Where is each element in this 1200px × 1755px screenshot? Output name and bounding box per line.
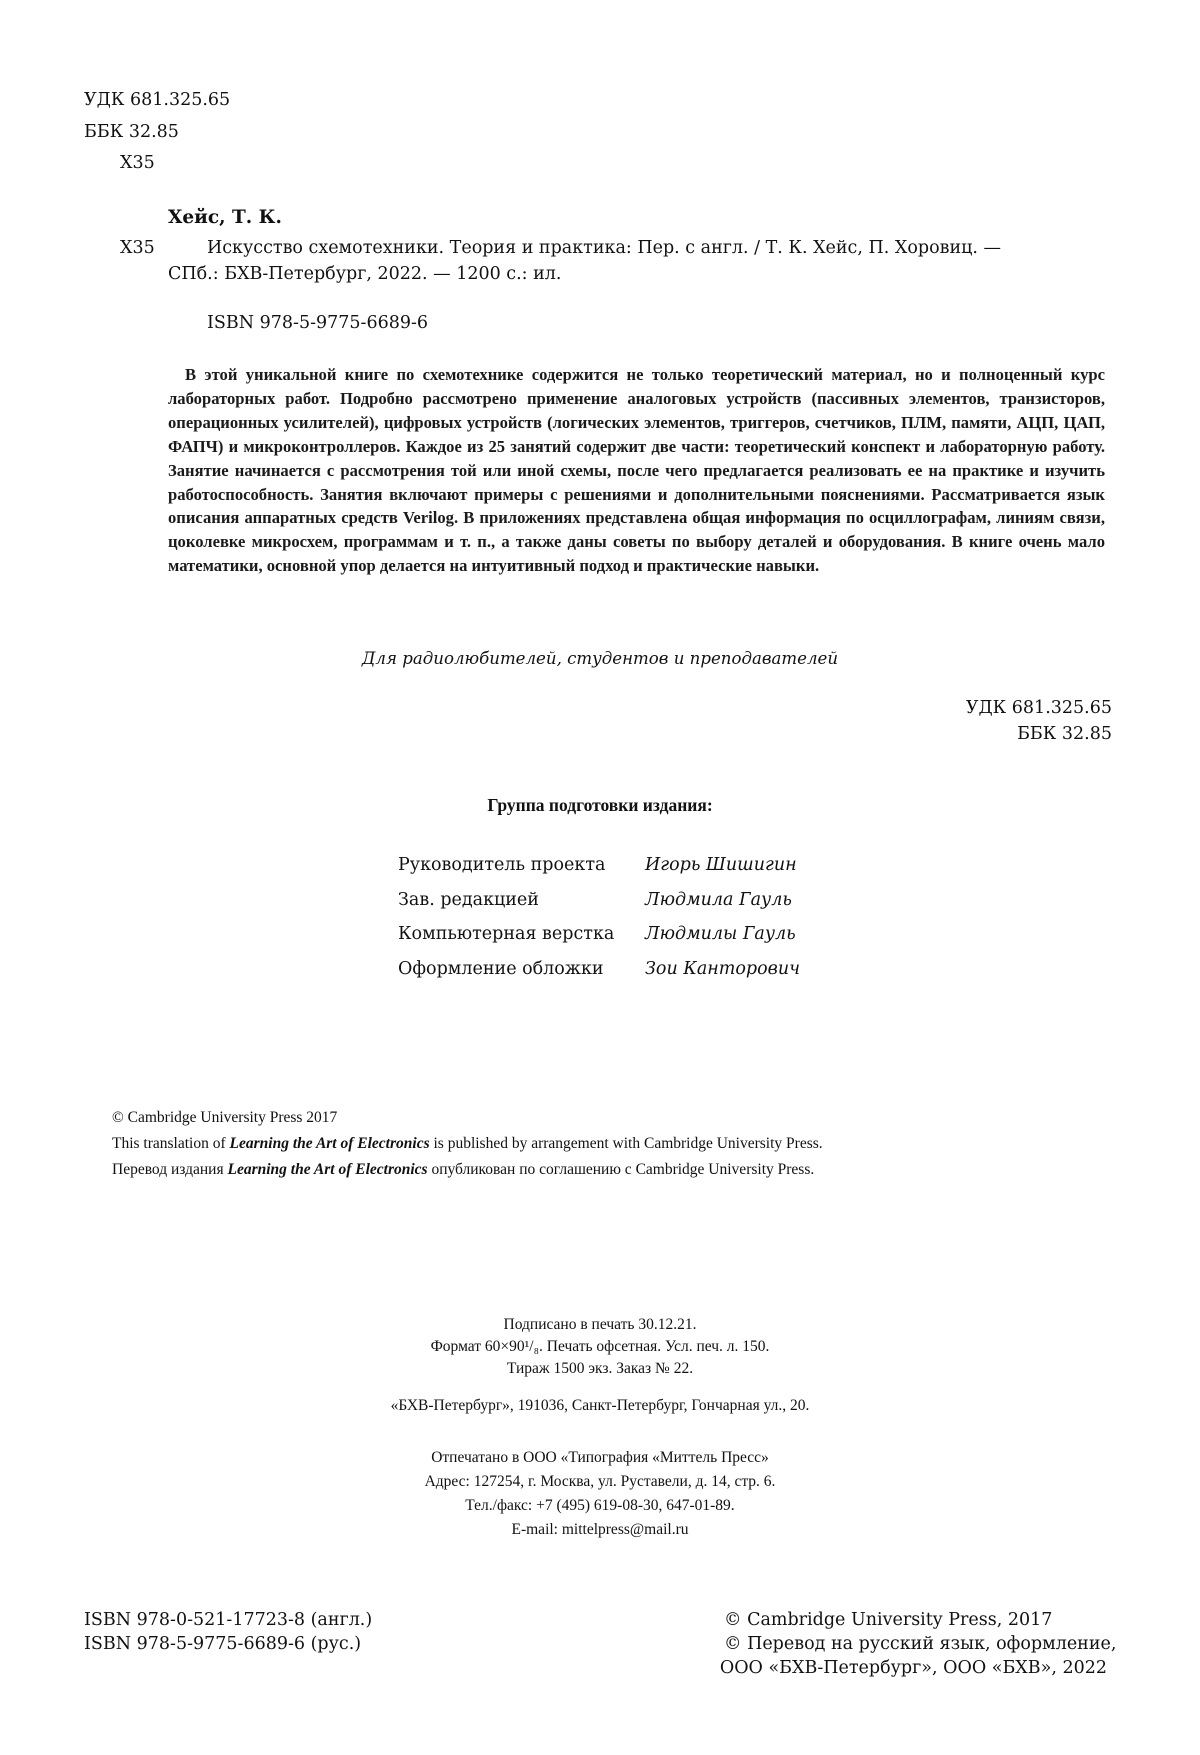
udk-code: УДК 681.325.65 [84,90,231,110]
team-row [398,917,800,952]
team-role: Зав. редакцией [398,889,539,910]
title-line-1: Искусство схемотехники. Теория и практика: Пер. с англ. / Т. К. Хейс, П. Хоровиц. — [207,238,1002,258]
team-role: Компьютерная верстка [398,924,615,944]
translation-note-ru [112,1158,814,1181]
team-role: Оформление обложки [398,958,604,979]
udk-code-bottom: УДК 681.325.65 [965,698,1112,718]
abstract-text: В этой уникальной книге по схемотехнике содержится не только теоретический материал, но и полноценный курс лабораторных работ. Подробно рассмотрено применение аналоговых устройств (пассивных элементов, транзисторов, операционных усилителей), цифровых устройств (логических элементов, триггеров, счетчиков, ПЛМ, памяти, АЦП, ЦАП, ФАПЧ) и микроконтроллеров. Каждое из 25 занятий содержит две части: теоретический конспект и лабораторную работу. Занятие начинается с рассмотрения той или иной схемы, после чего предлагается реализовать ее на практике и изучить работоспособность. Занятия включают примеры с решениями и дополнительными пояснениями. Рассматривается язык описания аппаратных средств Verilog. В приложениях представлена общая информация по осциллографам, линиям связи, цоколевке микросхем, программам и т. п., а также даны советы по выбору деталей и оборудования. В книге очень мало математики, основной упор делается на интуитивный подход и практические навыки. [168,365,1105,576]
final-copyright-2: © Перевод на русский язык, оформление, [724,1634,1117,1654]
team-member: Людмила Гауль [645,889,792,910]
author-mark: Х35 [120,153,155,173]
book-title-en: Learning the Art of Electronics [229,1135,430,1152]
final-copyright-3: ООО «БХВ-Петербург», ООО «БХВ», 2022 [719,1658,1107,1678]
translation-suffix: опубликован по соглашению с Cambridge University Press. [427,1161,815,1178]
team-row [398,883,800,918]
translation-prefix: Перевод издания [112,1161,228,1178]
team-member: Людмилы Гауль [645,924,796,944]
team-member: Зои Канторович [645,958,800,979]
isbn-main: ISBN 978-5-9775-6689-6 [207,313,429,333]
team-row [398,952,800,987]
copyright-line: © Cambridge University Press 2017 [112,1109,338,1126]
printer-address: Адрес: 127254, г. Москва, ул. Руставели, д. 14, стр. 6. [424,1473,776,1490]
team-row [398,848,800,883]
translation-suffix: is published by arrangement with Cambridge University Press. [429,1135,823,1152]
audience-note: Для радиолюбителей, студентов и преподавателей [361,649,839,668]
bbk-code-bottom: ББК 32.85 [1017,724,1112,744]
translation-note-en [112,1132,823,1155]
team-list [398,848,800,986]
publisher-address: «БХВ-Петербург», 191036, Санкт-Петербург, Гончарная ул., 20. [390,1397,810,1414]
printer-name: Отпечатано в ООО «Типография «Миттель Пресс» [431,1449,769,1466]
bbk-code: ББК 32.85 [84,122,179,142]
entry-mark: Х35 [120,238,155,258]
isbn-english: ISBN 978-0-521-17723-8 (англ.) [84,1610,373,1630]
isbn-russian: ISBN 978-5-9775-6689-6 (рус.) [84,1634,362,1654]
author-name: Хейс, Т. К. [168,207,282,228]
print-format: Формат 60×90¹/₈. Печать офсетная. Усл. печ. л. 150. [430,1338,770,1355]
team-role: Руководитель проекта [398,855,606,875]
team-member: Игорь Шишигин [645,855,797,875]
book-title-ru: Learning the Art of Electronics [227,1161,428,1178]
printer-email: E-mail: mittelpress@mail.ru [511,1521,689,1538]
team-heading: Группа подготовки издания: [487,795,713,815]
printer-phone: Тел./факс: +7 (495) 619-08-30, 647-01-89. [465,1497,735,1514]
abstract [168,363,1105,578]
print-run: Тираж 1500 экз. Заказ № 22. [506,1360,694,1377]
signed-to-print: Подписано в печать 30.12.21. [503,1316,697,1333]
title-line-2: СПб.: БХВ-Петербург, 2022. — 1200 с.: ил. [168,264,562,284]
translation-prefix: This translation of [112,1135,230,1152]
final-copyright-1: © Cambridge University Press, 2017 [724,1610,1053,1630]
